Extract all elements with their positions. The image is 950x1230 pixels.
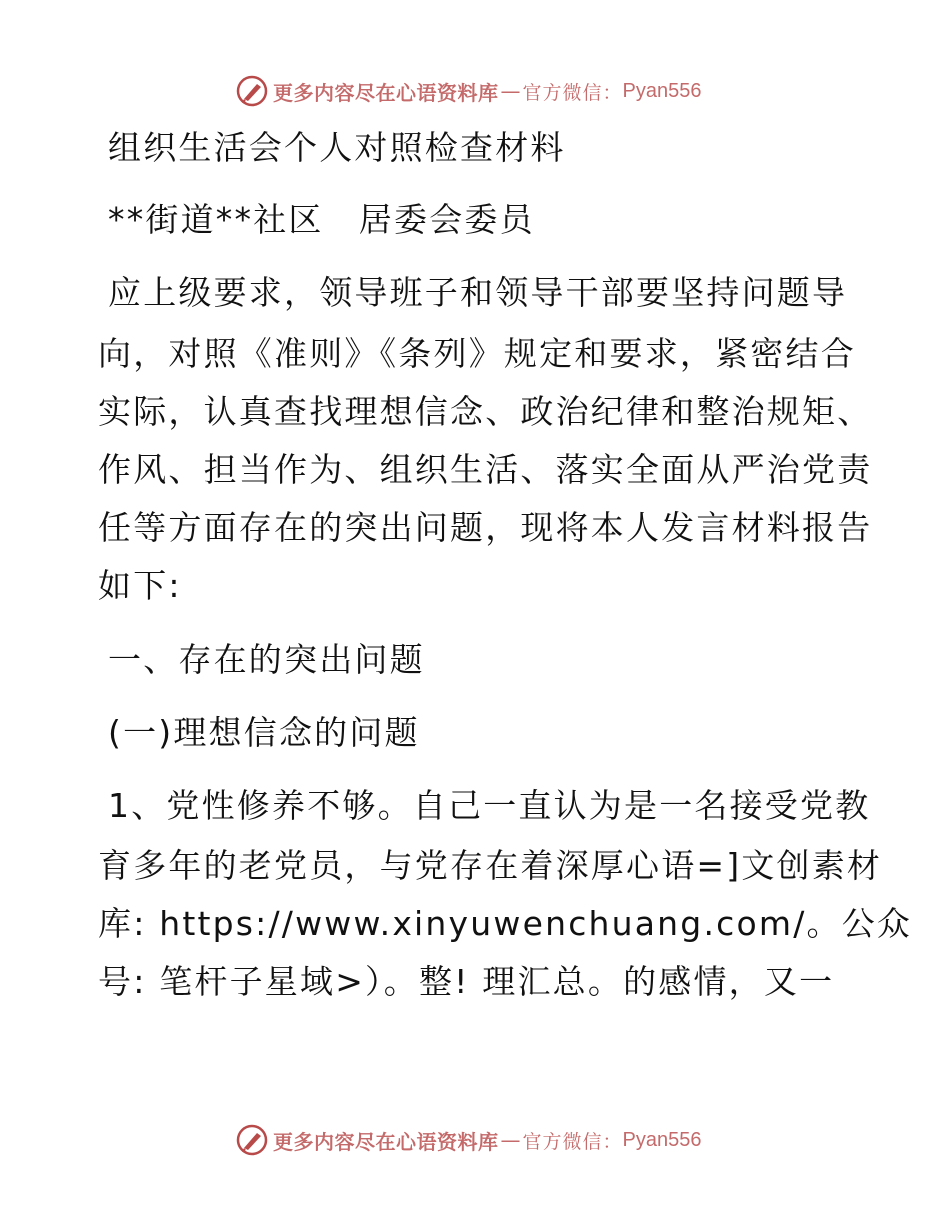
intro-line: 应上级要求，领导班子和领导干部要坚持问题导: [108, 273, 848, 312]
header-watermark: [235, 73, 701, 109]
item-line: 号: 笔杆子星域>）。整! 理汇总。的感情，又一: [98, 962, 835, 1001]
intro-line: 任等方面存在的突出问题，现将本人发言材料报告: [98, 508, 873, 547]
author-line: **街道**社区 居委会委员: [108, 200, 535, 239]
intro-line: 作风、担当作为、组织生活、落实全面从严治党责: [98, 450, 873, 489]
item-line: 库: https://www.xinyuwenchuang.com/。公众: [98, 904, 913, 943]
intro-line: 如下:: [98, 566, 182, 605]
watermark-dash: —: [500, 79, 521, 103]
watermark-wechat-id: Pyan556: [622, 1128, 702, 1151]
intro-line: 向，对照《准则》《条列》规定和要求，紧密结合: [98, 334, 856, 373]
subsection-heading: (一)理想信念的问题: [108, 713, 420, 752]
watermark-wechat-id: Pyan556: [622, 79, 702, 102]
item-line: 育多年的老党员，与党存在着深厚心语=]文创素材: [98, 846, 883, 885]
pen-logo-icon: [235, 1123, 269, 1157]
watermark-dash: —: [500, 1128, 521, 1152]
watermark-wechat-label: 官方微信：: [522, 81, 623, 104]
watermark-main-text: 更多内容尽在心语资料库: [273, 80, 499, 105]
footer-watermark: [235, 1122, 701, 1158]
intro-line: 实际，认真查找理想信念、政治纪律和整治规矩、: [98, 392, 873, 431]
item-line: 1、党性修养不够。自己一直认为是一名接受党教: [108, 786, 871, 825]
watermark-main-text: 更多内容尽在心语资料库: [273, 1129, 499, 1154]
document-title: 组织生活会个人对照检查材料: [108, 128, 566, 167]
pen-logo-icon: [235, 74, 269, 108]
watermark-wechat-label: 官方微信：: [522, 1130, 623, 1153]
section-heading: 一、存在的突出问题: [108, 640, 425, 679]
